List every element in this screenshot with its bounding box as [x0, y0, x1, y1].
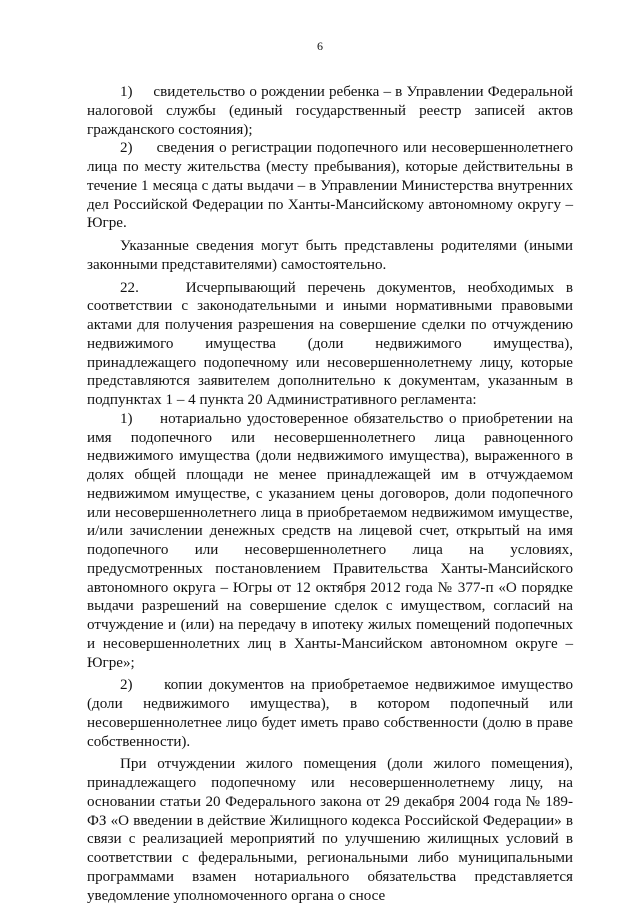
- paragraph-registration-info: 2) сведения о регистрации подопечного или несовершеннолетнего лица по месту жительства (месту пребывания), которые действительны в течение 1 месяца с даты выдачи – в Управлении Министерства внутренних дел Российской Федерации по Ханты-Мансийскому автономному округу – Югре.: [87, 140, 573, 232]
- document-body: [87, 83, 573, 905]
- paragraph-notarial-obligation: 1) нотариально удостоверенное обязательство о приобретении на имя подопечного или несовершеннолетнего лица равноценного недвижимого имущества (доли недвижимого имущества), выраженного в долях общей площади не менее принадлежащей им в отчуждаемом недвижимом имуществе, с указанием цены договоров, доли подопечного или несовершеннолетнего лица в приобретаемом недвижимом имуществе, и/или зачислении денежных средств на лицевой счет, открытый на имя подопечного или несовершеннолетнего лица на условиях, предусмотренных постановлением Правительства Ханты-Мансийского автономного округа – Югры от 12 октября 2012 года № 377-п «О порядке выдачи разрешений на совершение сделок с имуществом, согласий на отчуждение и (или) на передачу в ипотеку жилых помещений подопечных и несовершеннолетних лиц в Ханты-Мансийском автономном округе – Югре»;: [87, 410, 573, 671]
- paragraph-provided-by-parents: Указанные сведения могут быть представлены родителями (иными законными представителями) самостоятельно.: [87, 238, 573, 273]
- paragraph-birth-certificate: 1) свидетельство о рождении ребенка – в Управлении Федеральной налоговой службы (единый государственный реестр записей актов гражданского состояния);: [87, 84, 573, 138]
- page-number: 6: [317, 39, 323, 53]
- paragraph-22-document-list: 22. Исчерпывающий перечень документов, необходимых в соответствии с законодательными и иными нормативными правовыми актами для получения разрешения на совершение сделки по отчуждению недвижимого имущества (доли недвижимого имущества), принадлежащего подопечному или несовершеннолетнему лицу, которые представляются заявителем дополнительно к документам, указанным в подпунктах 1 – 4 пункта 20 Административного регламента:: [87, 279, 573, 408]
- paragraph-housing-alienation: При отчуждении жилого помещения (доли жилого помещения), принадлежащего подопечному или несовершеннолетнему лицу, на основании статьи 20 Федерального закона от 29 декабря 2004 года № 189-ФЗ «О введении в действие Жилищного кодекса Российской Федерации» в связи с реализацией мероприятий по улучшению жилищных условий в соответствии с федеральными, региональными либо муниципальными программами взамен нотариального обязательства представляется уведомление уполномоченного органа о сносе: [87, 756, 573, 904]
- paragraph-property-copies: 2) копии документов на приобретаемое недвижимое имущество (доли недвижимого имущества), в котором подопечный или несовершеннолетнее лицо будет иметь право собственности (долю в праве собственности).: [87, 677, 573, 750]
